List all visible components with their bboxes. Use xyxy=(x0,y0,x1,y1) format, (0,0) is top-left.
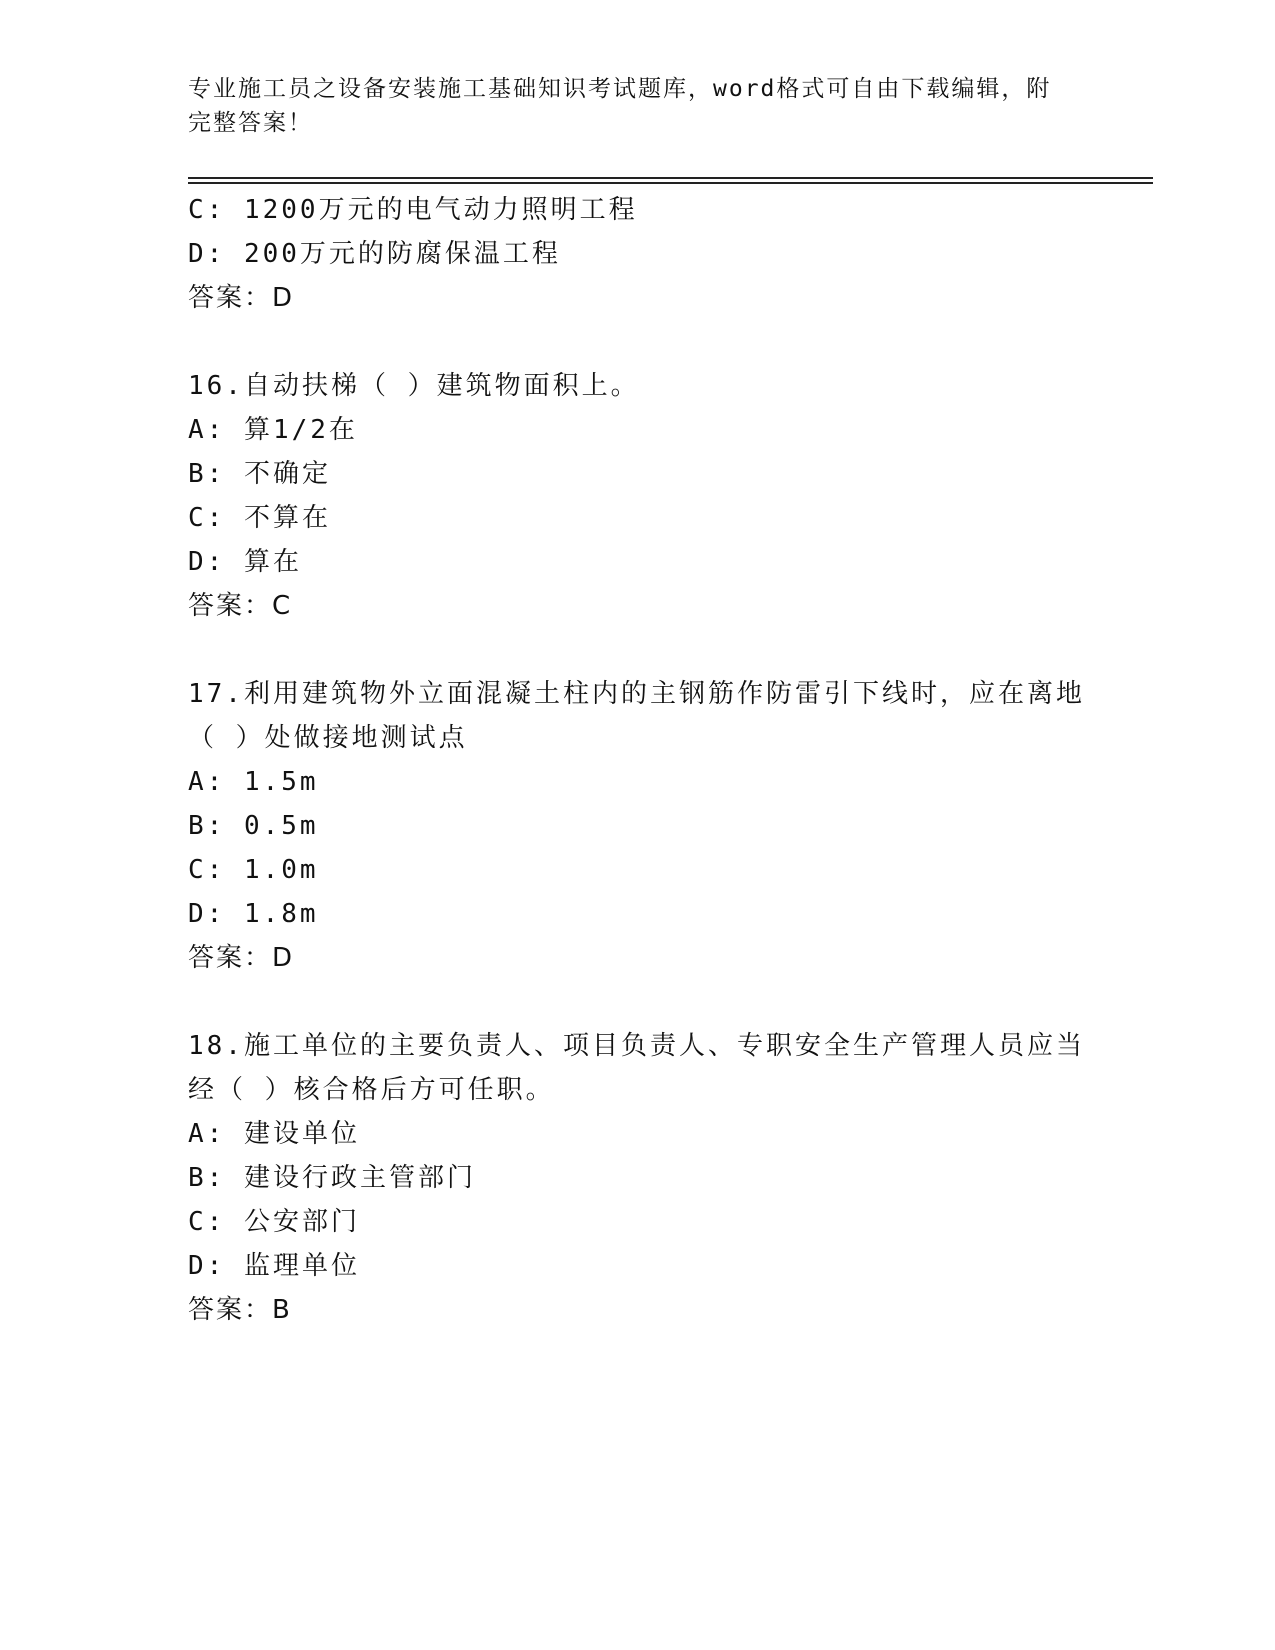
option-c xyxy=(188,852,319,888)
question-17-stem-line2: （ ）处做接地测试点 xyxy=(188,723,468,753)
option-text: 1.8m xyxy=(243,899,319,929)
option-a xyxy=(188,412,358,448)
option-text: 1200万元的电气动力照明工程 xyxy=(243,195,638,225)
option-label: A: xyxy=(188,1119,226,1149)
option-label: D: xyxy=(188,239,226,269)
option-label: D: xyxy=(188,1251,226,1281)
option-label: C: xyxy=(188,855,226,885)
answer-line: 答案：D xyxy=(188,283,295,313)
option-d xyxy=(188,896,319,932)
option-d xyxy=(188,236,561,272)
question-16-stem: 16.自动扶梯（ ）建筑物面积上。 xyxy=(188,371,640,401)
question-17-stem-line1: 17.利用建筑物外立面混凝土柱内的主钢筋作防雷引下线时，应在离地 xyxy=(188,679,1085,709)
header-rule-top xyxy=(188,177,1153,179)
option-b xyxy=(188,808,319,844)
option-b xyxy=(188,1160,476,1196)
option-c xyxy=(188,192,638,228)
option-text: 1.5m xyxy=(243,767,319,797)
document-header: 专业施工员之设备安装施工基础知识考试题库，word格式可自由下载编辑，附完整答案！ xyxy=(188,76,1052,136)
question-18-stem-line2: 经（ ）核合格后方可任职。 xyxy=(188,1075,555,1105)
option-d xyxy=(188,544,302,580)
option-text: 算在 xyxy=(243,547,302,577)
answer-line: 答案：D xyxy=(188,943,295,973)
option-c xyxy=(188,1204,360,1240)
option-label: A: xyxy=(188,415,226,445)
option-c xyxy=(188,500,331,536)
option-text: 公安部门 xyxy=(243,1207,360,1237)
header-rule-bottom xyxy=(188,182,1153,184)
option-label: C: xyxy=(188,1207,226,1237)
option-label: A: xyxy=(188,767,226,797)
option-text: 建设单位 xyxy=(243,1119,360,1149)
option-label: B: xyxy=(188,1163,226,1193)
answer-line: 答案：C xyxy=(188,591,293,621)
option-text: 不确定 xyxy=(243,459,331,489)
option-label: D: xyxy=(188,547,226,577)
option-text: 建设行政主管部门 xyxy=(243,1163,476,1193)
answer-line: 答案：B xyxy=(188,1295,292,1325)
option-text: 0.5m xyxy=(243,811,319,841)
option-label: B: xyxy=(188,459,226,489)
option-text: 不算在 xyxy=(243,503,331,533)
option-d xyxy=(188,1248,360,1284)
question-18-stem-line1: 18.施工单位的主要负责人、项目负责人、专职安全生产管理人员应当 xyxy=(188,1031,1085,1061)
option-a xyxy=(188,1116,360,1152)
option-b xyxy=(188,456,331,492)
option-text: 1.0m xyxy=(243,855,319,885)
option-label: C: xyxy=(188,195,226,225)
option-label: C: xyxy=(188,503,226,533)
option-label: D: xyxy=(188,899,226,929)
option-a xyxy=(188,764,319,800)
option-text: 监理单位 xyxy=(243,1251,360,1281)
option-label: B: xyxy=(188,811,226,841)
option-text: 算1/2在 xyxy=(243,415,358,445)
option-text: 200万元的防腐保温工程 xyxy=(243,239,561,269)
